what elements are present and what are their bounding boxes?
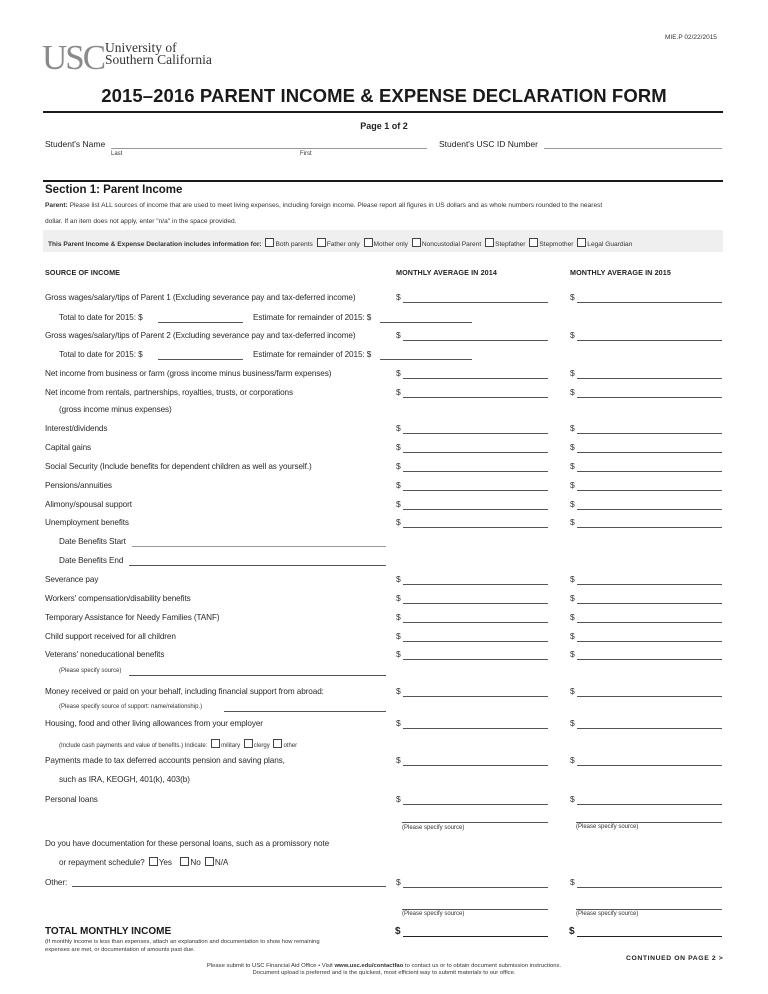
amount-field-v2015[interactable] — [577, 728, 722, 729]
section-rule — [43, 180, 723, 182]
dollar-sign: $ — [570, 686, 575, 696]
row-label: Payments made to tax deferred accounts pension and saving plans, — [45, 756, 285, 765]
dollar-sign: $ — [570, 612, 575, 622]
dollar-sign: $ — [396, 718, 401, 728]
row-label: Personal loans — [45, 795, 98, 804]
student-name-first-label: First — [300, 151, 312, 157]
option-stepmother[interactable]: Stepmother — [527, 241, 573, 248]
logo-mark: USC — [42, 38, 105, 77]
p1-total-to-date-label: Total to date for 2015: $ — [59, 313, 143, 322]
checkbox-icon[interactable] — [364, 238, 373, 247]
dollar-sign: $ — [396, 877, 401, 887]
amount-field-v2015[interactable] — [577, 804, 722, 805]
dollar-sign: $ — [570, 423, 575, 433]
amount-field-v2014[interactable] — [403, 887, 548, 888]
date-benefits-end-field[interactable] — [129, 565, 386, 566]
dollar-sign: $ — [396, 631, 401, 641]
amount-field-v2015[interactable] — [577, 378, 722, 379]
option-both-parents[interactable]: Both parents — [263, 241, 312, 248]
checkbox-icon[interactable] — [485, 238, 494, 247]
row-label: Net income from rentals, partnerships, royalties, trusts, or corporations — [45, 388, 293, 397]
option-noncustodial[interactable]: Noncustodial Parent — [410, 241, 481, 248]
dollar-sign: $ — [570, 574, 575, 584]
amount-field-v2015[interactable] — [577, 302, 722, 303]
row-sublabel: (gross income minus expenses) — [59, 405, 172, 414]
amount-field-v2014[interactable] — [403, 584, 548, 585]
veterans-source-field[interactable] — [129, 675, 386, 676]
dollar-sign: $ — [396, 612, 401, 622]
amount-field-v2014[interactable] — [403, 765, 548, 766]
dollar-sign: $ — [396, 461, 401, 471]
row-label: Workers' compensation/disability benefits — [45, 594, 191, 603]
p2-total-to-date-field[interactable] — [158, 359, 243, 360]
section-intro-line1 — [45, 202, 602, 209]
row-label: Money received or paid on your behalf, including financial support from abroad: — [45, 687, 324, 696]
dollar-sign: $ — [396, 442, 401, 452]
loan-doc-question-line2: or repayment schedule? — [59, 858, 145, 867]
amount-field-v2014[interactable] — [403, 804, 548, 805]
p1-total-to-date-field[interactable] — [158, 322, 243, 323]
row-sublabel: such as IRA, KEOGH, 401(k), 403(b) — [59, 775, 190, 784]
dollar-sign: $ — [570, 480, 575, 490]
support-source-field[interactable] — [224, 711, 386, 712]
other-source-2014-label: (Please specify source) — [402, 911, 465, 917]
amount-field-v2014[interactable] — [403, 641, 548, 642]
amount-field-v2014[interactable] — [403, 622, 548, 623]
loans-source-2014-label: (Please specify source) — [402, 825, 465, 831]
dollar-sign: $ — [396, 387, 401, 397]
p2-total-to-date-label: Total to date for 2015: $ — [59, 350, 143, 359]
other-source-2015-field[interactable] — [576, 909, 722, 910]
row-label: Social Security (Include benefits for dependent children as well as yourself.) — [45, 462, 312, 471]
dollar-sign: $ — [396, 499, 401, 509]
dollar-sign: $ — [570, 368, 575, 378]
loan-doc-yes[interactable]: Yes — [147, 858, 172, 867]
dollar-sign: $ — [570, 387, 575, 397]
checkbox-icon[interactable] — [265, 238, 274, 247]
p2-estimate-field[interactable] — [380, 359, 472, 360]
option-legal-guardian[interactable]: Legal Guardian — [575, 241, 632, 248]
dollar-sign: $ — [396, 368, 401, 378]
amount-field-v2015[interactable] — [577, 527, 722, 528]
amount-field-v2014[interactable] — [403, 509, 548, 510]
student-id-label: Student's USC ID Number — [439, 139, 538, 149]
amount-field-v2014[interactable] — [403, 302, 548, 303]
amount-field-v2015[interactable] — [577, 622, 722, 623]
dollar-sign: $ — [570, 718, 575, 728]
dollar-sign: $ — [570, 292, 575, 302]
logo-line1: University of — [105, 40, 177, 55]
row-label: Severance pay — [45, 575, 99, 584]
form-code: MIE.P 02/22/2015 — [665, 34, 717, 41]
checkbox-icon[interactable] — [577, 238, 586, 247]
option-clergy[interactable]: clergy — [242, 743, 270, 749]
dollar-sign: $ — [396, 480, 401, 490]
option-stepfather[interactable]: Stepfather — [483, 241, 525, 248]
dollar-sign: $ — [570, 794, 575, 804]
row-label: Gross wages/salary/tips of Parent 1 (Excluding severance pay and tax-deferred income) — [45, 293, 356, 302]
checkbox-icon[interactable] — [529, 238, 538, 247]
dollar-sign: $ — [396, 423, 401, 433]
p1-estimate-field[interactable] — [380, 322, 472, 323]
date-benefits-start-field[interactable] — [132, 546, 386, 547]
checkbox-icon[interactable] — [149, 857, 158, 866]
loan-doc-question-line1: Do you have documentation for these personal loans, such as a promissory note — [45, 839, 330, 848]
support-source-label: (Please specify source of support: name/relationship.) — [59, 704, 203, 710]
total-2014-field[interactable] — [403, 936, 548, 937]
student-name-label: Student's Name — [45, 139, 106, 149]
section-intro-line2: dollar. If an item does not apply, enter "n/a" in the space provided. — [45, 218, 237, 225]
dollar-sign: $ — [396, 794, 401, 804]
loans-source-2015-field[interactable] — [576, 822, 722, 823]
option-other[interactable]: other — [271, 743, 297, 749]
dollar-sign: $ — [570, 442, 575, 452]
title-rule — [43, 111, 723, 113]
dollar-sign: $ — [570, 593, 575, 603]
amount-field-v2014[interactable] — [403, 527, 548, 528]
amount-field-v2014[interactable] — [403, 490, 548, 491]
dollar-sign: $ — [396, 330, 401, 340]
date-benefits-end-label: Date Benefits End — [59, 556, 124, 565]
dollar-sign: $ — [396, 292, 401, 302]
page-indicator: Page 1 of 2 — [360, 121, 408, 131]
total-note-line2: expenses are met, or documentation of amounts past due. — [45, 947, 195, 953]
intro-text-1: Please list ALL sources of income that are used to meet living expenses, including foreign income. Please report all figures in US dollars and as whole numbers rounded to the nearest — [69, 202, 603, 209]
checkbox-icon[interactable] — [211, 739, 220, 748]
total-2015-dollar: $ — [569, 926, 575, 937]
veterans-source-label: (Please specify source) — [59, 668, 122, 674]
option-father-only[interactable]: Father only — [315, 241, 360, 248]
amount-field-v2015[interactable] — [577, 603, 722, 604]
footer-line2: Document upload is preferred and is the quickest, most efficient way to submit materials to our office. — [252, 970, 516, 976]
amount-field-v2015[interactable] — [577, 641, 722, 642]
p2-estimate-label: Estimate for remainder of 2015: $ — [253, 350, 372, 359]
checkbox-icon[interactable] — [180, 857, 189, 866]
student-name-field[interactable] — [111, 148, 427, 149]
footer-line1 — [0, 963, 768, 970]
section-heading: Section 1: Parent Income — [45, 184, 183, 196]
footer-text-post: to contact us or to obtain document submission instructions. — [403, 963, 562, 969]
dollar-sign: $ — [396, 686, 401, 696]
dollar-sign: $ — [570, 877, 575, 887]
amount-field-v2014[interactable] — [403, 728, 548, 729]
amount-field-v2014[interactable] — [403, 433, 548, 434]
amount-field-v2014[interactable] — [403, 340, 548, 341]
student-id-field[interactable] — [544, 148, 722, 149]
loan-doc-question-line2-row — [59, 857, 228, 867]
loan-doc-no[interactable]: No — [178, 858, 200, 867]
row-label: Pensions/annuities — [45, 481, 112, 490]
column-header-source: SOURCE OF INCOME — [45, 268, 121, 277]
row-label: Other: — [45, 878, 68, 887]
dollar-sign: $ — [570, 631, 575, 641]
amount-field-v2014[interactable] — [403, 378, 548, 379]
amount-field-v2014[interactable] — [403, 452, 548, 453]
dollar-sign: $ — [570, 461, 575, 471]
footer-text-pre: Please submit to USC Financial Aid Office • Visit — [206, 963, 335, 969]
amount-field-v2015[interactable] — [577, 509, 722, 510]
amount-field-v2015[interactable] — [577, 452, 722, 453]
column-header-2015: MONTHLY AVERAGE IN 2015 — [570, 268, 671, 277]
other-description-field[interactable] — [72, 886, 386, 887]
amount-field-v2014[interactable] — [403, 603, 548, 604]
allowances-row — [59, 739, 297, 749]
checkbox-icon[interactable] — [412, 238, 421, 247]
allowances-note: (Include cash payments and value of benefits.) Indicate: — [59, 743, 208, 749]
total-note-line1: (If monthly income is less than expenses, attach an explanation and documentation to show how remaining — [45, 939, 320, 945]
total-label: TOTAL MONTHLY INCOME — [45, 926, 172, 937]
total-2014-dollar: $ — [395, 926, 401, 937]
includes-label: This Parent Income & Expense Declaration includes information for: — [48, 241, 262, 248]
amount-field-v2015[interactable] — [577, 397, 722, 398]
loans-source-2015-label: (Please specify source) — [576, 824, 639, 830]
dollar-sign: $ — [396, 517, 401, 527]
loan-doc-na[interactable]: N/A — [203, 858, 228, 867]
total-2015-field[interactable] — [577, 936, 722, 937]
dollar-sign: $ — [570, 499, 575, 509]
checkbox-icon[interactable] — [273, 739, 282, 748]
amount-field-v2015[interactable] — [577, 659, 722, 660]
dollar-sign: $ — [570, 755, 575, 765]
column-header-2014: MONTHLY AVERAGE IN 2014 — [396, 268, 497, 277]
page-title: 2015–2016 PARENT INCOME & EXPENSE DECLARATION FORM — [101, 85, 667, 106]
other-source-2015-label: (Please specify source) — [576, 911, 639, 917]
includes-row — [48, 238, 632, 248]
dollar-sign: $ — [570, 330, 575, 340]
logo-line2: Southern California — [105, 52, 212, 67]
amount-field-v2015[interactable] — [577, 696, 722, 697]
intro-bold: Parent: — [45, 202, 68, 209]
other-source-2014-field[interactable] — [402, 909, 548, 910]
checkbox-icon[interactable] — [244, 739, 253, 748]
dollar-sign: $ — [570, 517, 575, 527]
row-label: Temporary Assistance for Needy Families (TANF) — [45, 613, 220, 622]
checkbox-icon[interactable] — [317, 238, 326, 247]
amount-field-v2014[interactable] — [403, 696, 548, 697]
row-label: Veterans' noneducational benefits — [45, 650, 165, 659]
row-label: Net income from business or farm (gross income minus business/farm expenses) — [45, 369, 332, 378]
dollar-sign: $ — [396, 649, 401, 659]
amount-field-v2014[interactable] — [403, 659, 548, 660]
amount-field-v2015[interactable] — [577, 340, 722, 341]
row-label: Housing, food and other living allowances from your employer — [45, 719, 263, 728]
row-label: Child support received for all children — [45, 632, 176, 641]
row-label: Capital gains — [45, 443, 92, 452]
dollar-sign: $ — [570, 649, 575, 659]
dollar-sign: $ — [396, 755, 401, 765]
option-military[interactable]: military — [209, 743, 240, 749]
contact-link[interactable]: www.usc.edu/contactfao — [334, 963, 404, 969]
amount-field-v2015[interactable] — [577, 471, 722, 472]
date-benefits-start-label: Date Benefits Start — [59, 537, 126, 546]
row-label: Alimony/spousal support — [45, 500, 132, 509]
amount-field-v2015[interactable] — [577, 887, 722, 888]
loans-source-2014-field[interactable] — [402, 822, 548, 823]
student-name-last-label: Last — [111, 151, 123, 157]
amount-field-v2014[interactable] — [403, 471, 548, 472]
amount-field-v2015[interactable] — [577, 765, 722, 766]
row-label: Unemployment benefits — [45, 518, 129, 527]
amount-field-v2015[interactable] — [577, 584, 722, 585]
option-mother-only[interactable]: Mother only — [362, 241, 408, 248]
row-label: Interest/dividends — [45, 424, 108, 433]
amount-field-v2015[interactable] — [577, 490, 722, 491]
continued-link[interactable]: CONTINUED ON PAGE 2 > — [626, 955, 724, 962]
dollar-sign: $ — [396, 574, 401, 584]
amount-field-v2014[interactable] — [403, 397, 548, 398]
amount-field-v2015[interactable] — [577, 433, 722, 434]
footer — [0, 963, 768, 977]
p1-estimate-label: Estimate for remainder of 2015: $ — [253, 313, 372, 322]
row-label: Gross wages/salary/tips of Parent 2 (Excluding severance pay and tax-deferred income) — [45, 331, 356, 340]
dollar-sign: $ — [396, 593, 401, 603]
checkbox-icon[interactable] — [205, 857, 214, 866]
